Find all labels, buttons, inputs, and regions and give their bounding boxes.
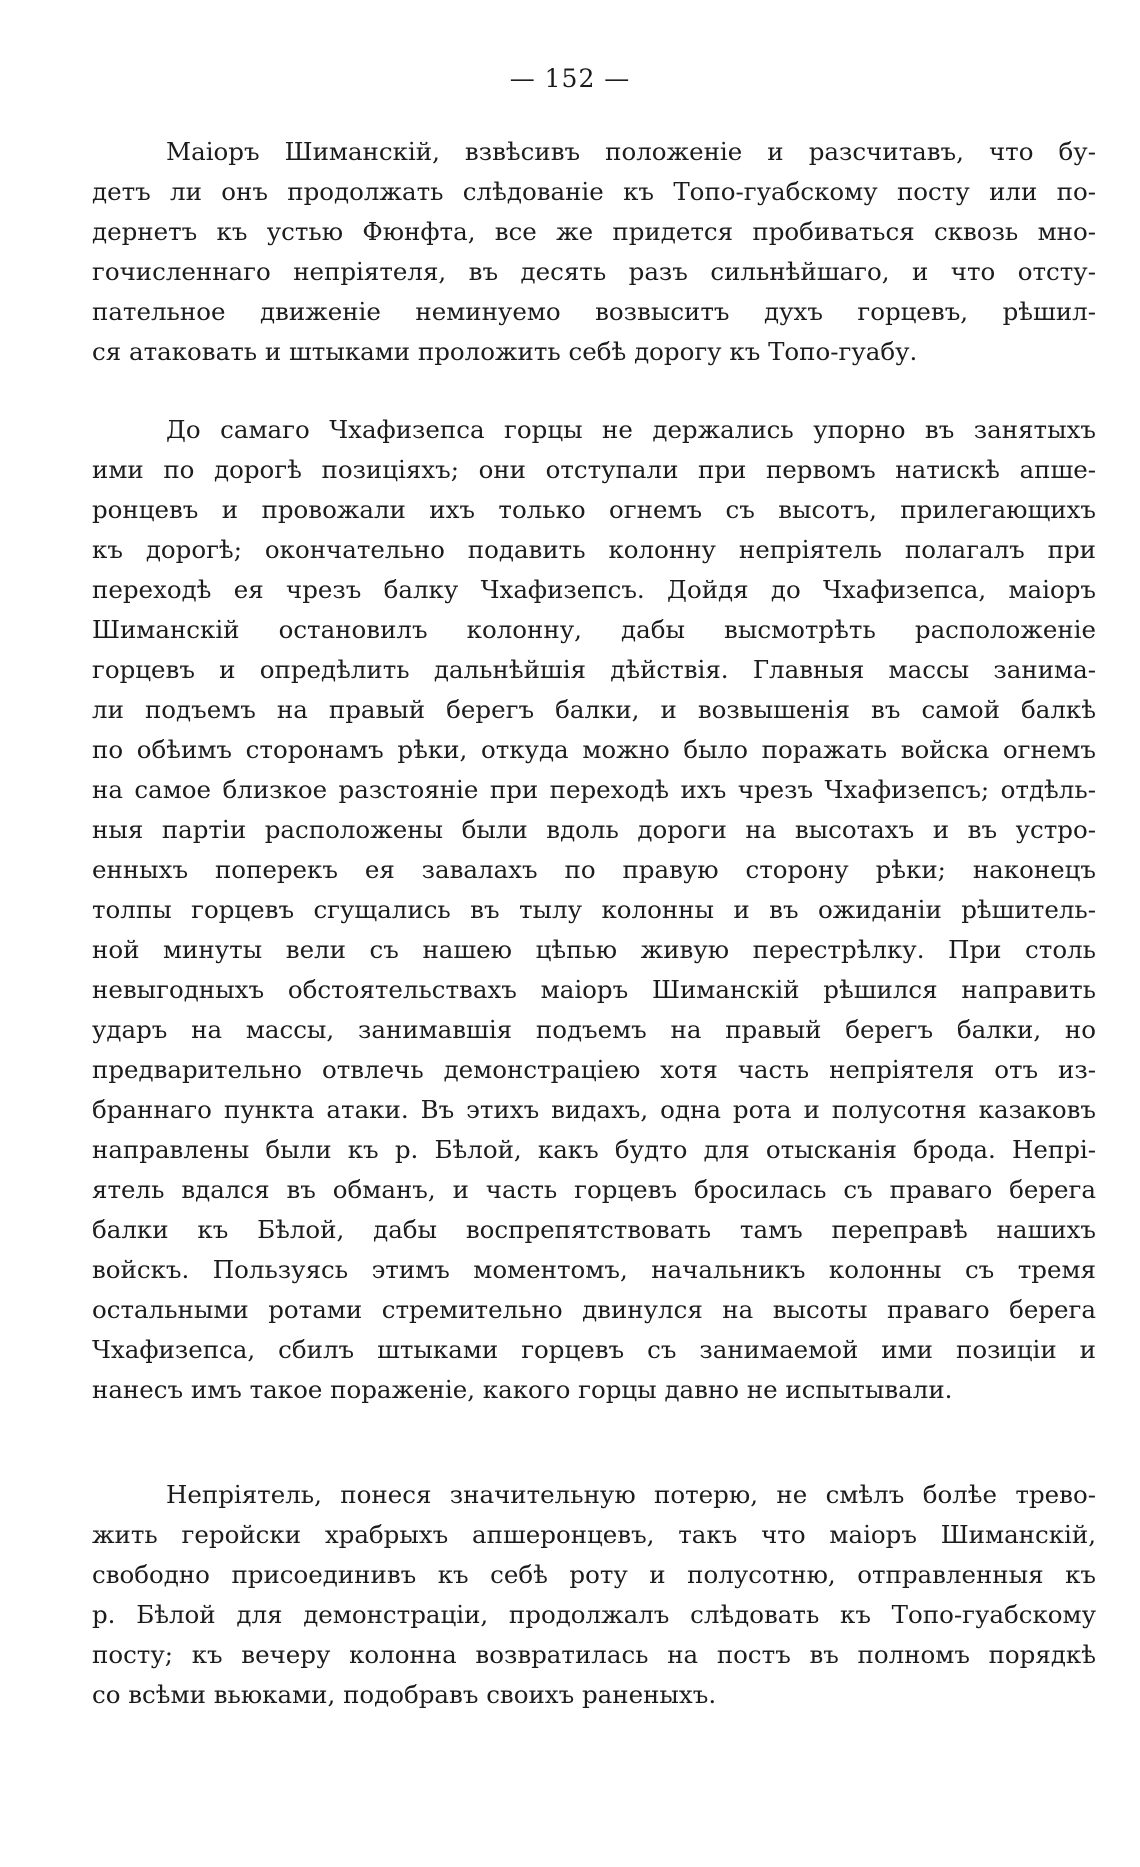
text-line: балки къ Бѣлой, дабы воспрепятствовать тамъ переправѣ нашихъ xyxy=(92,1215,1096,1244)
text-line: Маiоръ Шиманскiй, взвѣсивъ положенiе и разсчитавъ, что бу- xyxy=(166,137,1096,166)
text-line: невыгодныхъ обстоятельствахъ маiоръ Шиманскiй рѣшился направить xyxy=(92,975,1096,1004)
text-line: къ дорогѣ; окончательно подавить колонну непрiятель полагалъ при xyxy=(92,535,1096,564)
text-line: посту; къ вечеру колонна возвратилась на постъ въ полномъ порядкѣ xyxy=(92,1640,1096,1669)
text-line: предварительно отвлечь демонстрацiею хотя часть непрiятеля отъ из- xyxy=(92,1055,1096,1084)
text-line: ныя партiи расположены были вдоль дороги на высотахъ и въ устро- xyxy=(92,815,1096,844)
text-line: толпы горцевъ сгущались въ тылу колонны и въ ожиданiи рѣшитель- xyxy=(92,895,1096,924)
text-line: свободно присоединивъ къ себѣ роту и полусотню, отправленныя къ xyxy=(92,1560,1096,1589)
text-line: пательное движенiе неминуемо возвыситъ духъ горцевъ, рѣшил- xyxy=(92,297,1096,326)
text-line: Шиманскiй остановилъ колонну, дабы высмотрѣть расположенiе xyxy=(92,615,1096,644)
text-line: детъ ли онъ продолжать слѣдованiе къ Топо-гуабскому посту или по- xyxy=(92,177,1096,206)
text-line: браннаго пункта атаки. Въ этихъ видахъ, одна рота и полусотня казаковъ xyxy=(92,1095,1096,1124)
text-line: ими по дорогѣ позицiяхъ; они отступали при первомъ натискѣ апше- xyxy=(92,455,1096,484)
text-line: дернетъ къ устью Фюнфта, все же придется пробиваться сквозь мно- xyxy=(92,217,1096,246)
paragraph-3 xyxy=(92,1475,1096,1715)
paragraph-1 xyxy=(92,132,1096,372)
text-line: по обѣимъ сторонамъ рѣки, откуда можно было поражать войска огнемъ xyxy=(92,735,1096,764)
text-line: горцевъ и опредѣлить дальнѣйшiя дѣйствiя. Главныя массы занима- xyxy=(92,655,1096,684)
text-line: р. Бѣлой для демонстрацiи, продолжалъ слѣдовать къ Топо-гуабскому xyxy=(92,1600,1096,1629)
text-line: До самаго Чхафизепса горцы не держались упорно въ занятыхъ xyxy=(166,415,1096,444)
text-line: ли подъемъ на правый берегъ балки, и возвышенiя въ самой балкѣ xyxy=(92,695,1096,724)
text-line: со всѣми вьюками, подобравъ своихъ раненыхъ. xyxy=(92,1680,717,1709)
text-line: на самое близкое разстоянiе при переходѣ ихъ чрезъ Чхафизепсъ; отдѣль- xyxy=(92,775,1096,804)
text-line: ной минуты вели съ нашею цѣпью живую перестрѣлку. При столь xyxy=(92,935,1096,964)
text-line: ударъ на массы, занимавшiя подъемъ на правый берегъ балки, но xyxy=(92,1015,1096,1044)
text-line: переходѣ ея чрезъ балку Чхафизепсъ. Дойдя до Чхафизепса, маiоръ xyxy=(92,575,1096,604)
text-line: ся атаковать и штыками проложить себѣ дорогу къ Топо-гуабу. xyxy=(92,337,918,366)
text-line: войскъ. Пользуясь этимъ моментомъ, начальникъ колонны съ тремя xyxy=(92,1255,1096,1284)
text-line: ронцевъ и провожали ихъ только огнемъ съ высотъ, прилегающихъ xyxy=(92,495,1096,524)
page-number: — 152 — xyxy=(509,64,631,93)
paragraph-2 xyxy=(92,410,1096,1410)
text-line: ятель вдался въ обманъ, и часть горцевъ бросилась съ праваго берега xyxy=(92,1175,1096,1204)
text-line: гочисленнаго непрiятеля, въ десять разъ сильнѣйшаго, и что отсту- xyxy=(92,257,1096,286)
text-line: нанесъ имъ такое пораженiе, какого горцы давно не испытывали. xyxy=(92,1375,953,1404)
text-line: жить геройски храбрыхъ апшеронцевъ, такъ что маiоръ Шиманскiй, xyxy=(92,1520,1096,1549)
text-line: направлены были къ р. Бѣлой, какъ будто для отысканiя брода. Непрi- xyxy=(92,1135,1096,1164)
text-line: енныхъ поперекъ ея завалахъ по правую сторону рѣки; наконецъ xyxy=(92,855,1096,884)
text-line: Чхафизепса, сбилъ штыками горцевъ съ занимаемой ими позицiи и xyxy=(92,1335,1096,1364)
text-line: Непрiятель, понеся значительную потерю, не смѣлъ болѣе трево- xyxy=(166,1480,1096,1509)
text-line: остальными ротами стремительно двинулся на высоты праваго берега xyxy=(92,1295,1096,1324)
